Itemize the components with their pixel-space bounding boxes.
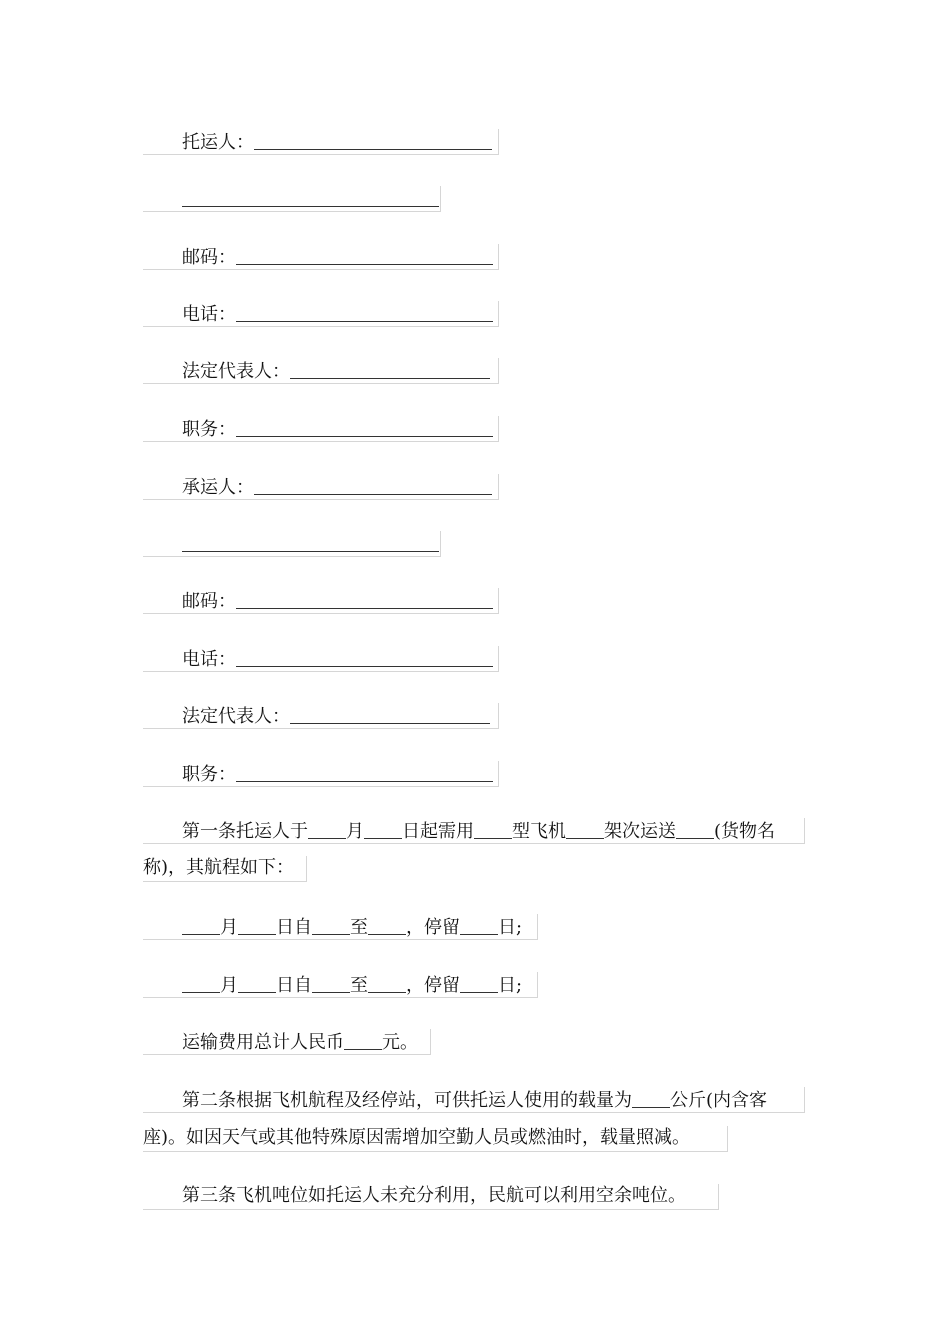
article2-text-c: 座)。如因天气或其他特殊原因需增加空勤人员或燃油时，载量照减。 bbox=[143, 1127, 691, 1148]
carrier-address-field[interactable] bbox=[182, 532, 439, 552]
route2-dest-blank[interactable] bbox=[368, 973, 406, 993]
consignor-postcode-line bbox=[143, 244, 499, 270]
article2-line1 bbox=[143, 1087, 805, 1113]
carrier-name-field[interactable] bbox=[254, 475, 492, 495]
article2-text-a: 第二条根据飞机航程及经停站，可供托运人使用的载量为 bbox=[182, 1090, 632, 1111]
consignor-phone-line bbox=[143, 301, 499, 327]
article3-text: 第三条飞机吨位如托运人未充分利用，民航可以利用空余吨位。 bbox=[182, 1185, 686, 1206]
route1-dest-blank[interactable] bbox=[368, 915, 406, 935]
consignor-title-label: 职务： bbox=[182, 419, 236, 440]
payload-blank[interactable] bbox=[632, 1088, 670, 1108]
fee-text-a: 运输费用总计人民币 bbox=[182, 1032, 344, 1053]
article2-line2 bbox=[143, 1126, 728, 1152]
consignor-line bbox=[143, 129, 499, 155]
carrier-phone-line bbox=[143, 646, 499, 672]
carrier-title-field[interactable] bbox=[236, 762, 493, 782]
consignor-rep-line bbox=[143, 358, 499, 384]
route2-to-text: 至 bbox=[350, 975, 368, 996]
route1-month-blank[interactable] bbox=[182, 915, 220, 935]
route2-origin-blank[interactable] bbox=[312, 973, 350, 993]
carrier-postcode-line bbox=[143, 588, 499, 614]
consignor-label: 托运人： bbox=[182, 132, 254, 153]
route1-to-text: 至 bbox=[350, 917, 368, 938]
month-blank[interactable] bbox=[308, 819, 346, 839]
article3-line bbox=[143, 1184, 719, 1210]
route-line-2 bbox=[143, 972, 538, 998]
sorties-blank[interactable] bbox=[566, 819, 604, 839]
article1-text-a: 第一条托运人于 bbox=[182, 821, 308, 842]
route1-stay-text: ，停留 bbox=[406, 917, 460, 938]
route1-origin-blank[interactable] bbox=[312, 915, 350, 935]
fee-line bbox=[143, 1029, 431, 1055]
carrier-rep-line bbox=[143, 703, 499, 729]
consignor-rep-label: 法定代表人： bbox=[182, 361, 290, 382]
consignor-phone-label: 电话： bbox=[182, 304, 236, 325]
aircraft-type-blank[interactable] bbox=[474, 819, 512, 839]
carrier-phone-label: 电话： bbox=[182, 649, 236, 670]
carrier-rep-field[interactable] bbox=[290, 704, 490, 724]
route2-month-blank[interactable] bbox=[182, 973, 220, 993]
route1-from-text: 日自 bbox=[276, 917, 312, 938]
carrier-title-line bbox=[143, 761, 499, 787]
consignor-name-field[interactable] bbox=[254, 130, 492, 150]
fee-text-b: 元。 bbox=[382, 1032, 418, 1053]
consignor-title-field[interactable] bbox=[236, 417, 493, 437]
route2-stay-text: ，停留 bbox=[406, 975, 460, 996]
carrier-rep-label: 法定代表人： bbox=[182, 706, 290, 727]
consignor-postcode-field[interactable] bbox=[236, 245, 493, 265]
route2-day-text: 日; bbox=[498, 975, 523, 996]
route1-days-blank[interactable] bbox=[460, 915, 498, 935]
route1-day-text: 日; bbox=[498, 917, 523, 938]
consignor-address-line bbox=[143, 186, 441, 212]
carrier-postcode-field[interactable] bbox=[236, 589, 493, 609]
fee-amount-blank[interactable] bbox=[344, 1030, 382, 1050]
carrier-line bbox=[143, 474, 499, 500]
article1-text-f: (货物名 bbox=[714, 821, 776, 842]
article2-text-b: 公斤(内含客 bbox=[670, 1090, 768, 1111]
article1-text-g: 称)，其航程如下： bbox=[143, 857, 295, 878]
carrier-address-line bbox=[143, 531, 441, 557]
consignor-phone-field[interactable] bbox=[236, 302, 493, 322]
article1-text-d: 型飞机 bbox=[512, 821, 566, 842]
article1-line2 bbox=[143, 856, 307, 882]
article1-line1 bbox=[143, 818, 805, 844]
route2-from-text: 日自 bbox=[276, 975, 312, 996]
consignor-postcode-label: 邮码： bbox=[182, 247, 236, 268]
route2-days-blank[interactable] bbox=[460, 973, 498, 993]
cargo-name-blank[interactable] bbox=[676, 819, 714, 839]
consignor-title-line bbox=[143, 416, 499, 442]
route1-day-blank[interactable] bbox=[238, 915, 276, 935]
carrier-label: 承运人： bbox=[182, 477, 254, 498]
route-line-1 bbox=[143, 914, 538, 940]
carrier-phone-field[interactable] bbox=[236, 647, 493, 667]
carrier-title-label: 职务： bbox=[182, 764, 236, 785]
route1-month-text: 月 bbox=[220, 917, 238, 938]
carrier-postcode-label: 邮码： bbox=[182, 591, 236, 612]
article1-text-b: 月 bbox=[346, 821, 364, 842]
route2-day-blank[interactable] bbox=[238, 973, 276, 993]
consignor-rep-field[interactable] bbox=[290, 359, 490, 379]
route2-month-text: 月 bbox=[220, 975, 238, 996]
day-blank[interactable] bbox=[364, 819, 402, 839]
article1-text-e: 架次运送 bbox=[604, 821, 676, 842]
consignor-address-field[interactable] bbox=[182, 187, 439, 207]
article1-text-c: 日起需用 bbox=[402, 821, 474, 842]
